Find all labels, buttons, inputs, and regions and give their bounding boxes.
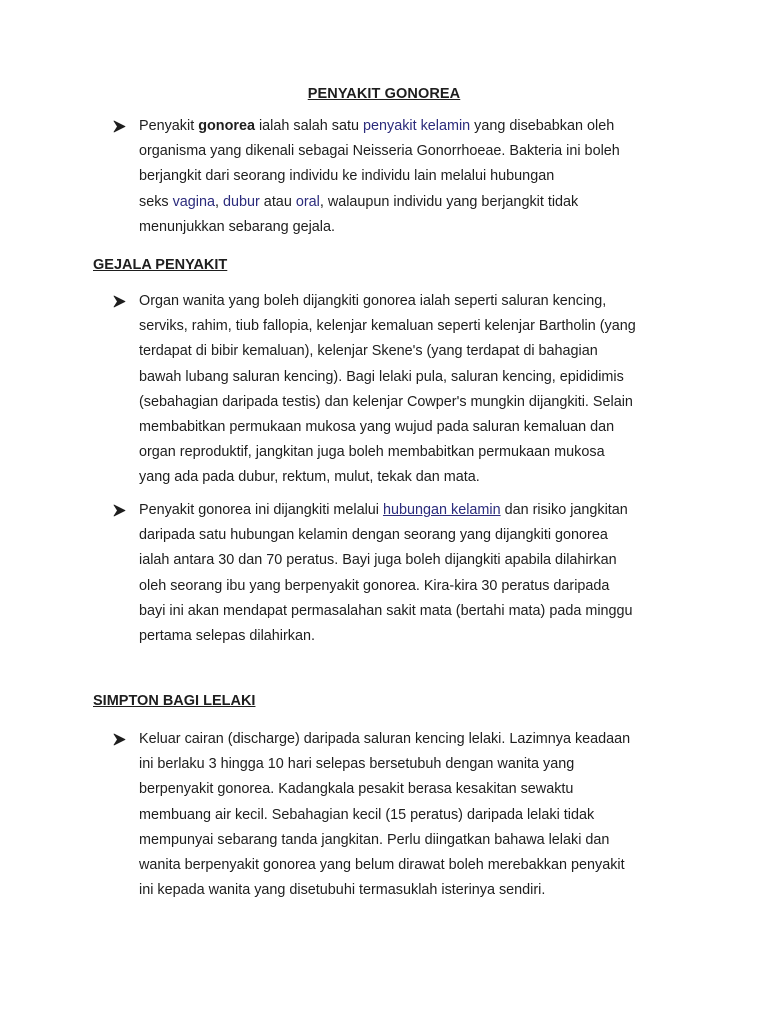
- arrowhead-bullet-icon: [113, 727, 129, 752]
- paragraph-line: mempunyai sebarang tanda jangkitan. Perlu diingatkan bahawa lelaki dan: [139, 831, 610, 848]
- paragraph-line: bayi ini akan mendapat permasalahan sakit mata (bertahi mata) pada minggu: [139, 602, 633, 619]
- transmission-paragraph: [139, 498, 683, 649]
- link-vagina[interactable]: vagina: [172, 193, 215, 210]
- paragraph-line: ini kepada wanita yang disetubuhi termasuklah isterinya sendiri.: [139, 882, 546, 899]
- paragraph-line: berpenyakit gonorea. Kadangkala pesakit berasa kesakitan sewaktu: [139, 781, 574, 798]
- paragraph-line: daripada satu hubungan kelamin dengan seorang yang dijangkiti gonorea: [139, 527, 608, 544]
- paragraph-line: terdapat di bibir kemaluan), kelenjar Skene's (yang terdapat di bahagian: [139, 343, 598, 360]
- symptoms-bullet-transmission: [113, 498, 683, 649]
- document-title: PENYAKIT GONOREA: [307, 86, 461, 102]
- intro-line: menunjukkan sebarang gejala.: [139, 218, 336, 235]
- link-oral[interactable]: oral: [295, 193, 320, 210]
- arrowhead-bullet-icon: [113, 114, 129, 139]
- link-hubungan-kelamin[interactable]: hubungan kelamin: [382, 502, 501, 518]
- paragraph-line: bawah lubang saluran kencing). Bagi lelaki pula, saluran kencing, epididimis: [139, 368, 624, 385]
- intro-paragraph: [139, 114, 683, 240]
- male-symptoms-bullet: [113, 727, 683, 903]
- intro-line: organisma yang dikenali sebagai Neisseria Gonorrhoeae. Bakteria ini boleh: [139, 143, 620, 160]
- intro-text: , walaupun individu yang berjangkit tidak: [319, 193, 579, 210]
- paragraph-line: Organ wanita yang boleh dijangkiti gonorea ialah seperti saluran kencing,: [139, 293, 607, 309]
- link-dubur[interactable]: dubur: [223, 193, 260, 210]
- paragraph-line: pertama selepas dilahirkan.: [139, 628, 315, 645]
- heading-simpton-bagi-lelaki: SIMPTON BAGI LELAKI: [93, 693, 256, 709]
- link-penyakit-kelamin[interactable]: penyakit kelamin: [363, 118, 471, 134]
- paragraph-text: Penyakit gonorea ini dijangkiti melalui: [139, 502, 383, 518]
- paragraph-line: membabitkan permukaan mukosa yang wujud pada saluran kemaluan dan: [139, 419, 615, 436]
- paragraph-line: yang ada pada dubur, rektum, mulut, tekak dan mata.: [139, 469, 480, 486]
- intro-text: Penyakit: [139, 118, 199, 134]
- intro-text: ,: [215, 193, 223, 210]
- intro-text: seks: [139, 193, 173, 210]
- paragraph-text: dan risiko jangkitan: [500, 502, 628, 518]
- male-symptoms-paragraph: [139, 727, 683, 903]
- paragraph-line: Keluar cairan (discharge) daripada saluran kencing lelaki. Lazimnya keadaan: [139, 731, 631, 747]
- paragraph-line: serviks, rahim, tiub fallopia, kelenjar kemaluan seperti kelenjar Bartholin (yang: [139, 318, 636, 335]
- paragraph-line: ini berlaku 3 hingga 10 hari selepas bersetubuh dengan wanita yang: [139, 756, 575, 773]
- intro-bullet: [113, 114, 683, 240]
- intro-text: ialah salah satu: [254, 118, 363, 134]
- intro-text: yang disebabkan oleh: [470, 118, 615, 134]
- paragraph-line: (sebahagian daripada testis) dan kelenjar Cowper's mungkin dijangkiti. Selain: [139, 393, 633, 410]
- paragraph-line: wanita berpenyakit gonorea yang belum dirawat boleh merebakkan penyakit: [139, 857, 625, 874]
- symptoms-bullet-organs: [113, 289, 683, 491]
- heading-gejala-penyakit: GEJALA PENYAKIT: [93, 257, 228, 273]
- arrowhead-bullet-icon: [113, 289, 129, 314]
- paragraph-line: organ reproduktif, jangkitan juga boleh membabitkan permukaan mukosa: [139, 444, 605, 461]
- organs-paragraph: [139, 289, 683, 491]
- paragraph-line: ialah antara 30 dan 70 peratus. Bayi juga boleh dijangkiti apabila dilahirkan: [139, 552, 617, 569]
- intro-bold-term: gonorea: [198, 118, 255, 134]
- paragraph-line: membuang air kecil. Sebahagian kecil (15 peratus) daripada lelaki tidak: [139, 806, 595, 823]
- intro-line: berjangkit dari seorang individu ke individu lain melalui hubungan: [139, 168, 555, 185]
- intro-text: atau: [259, 193, 296, 210]
- paragraph-line: oleh seorang ibu yang berpenyakit gonorea. Kira-kira 30 peratus daripada: [139, 577, 610, 594]
- arrowhead-bullet-icon: [113, 498, 129, 523]
